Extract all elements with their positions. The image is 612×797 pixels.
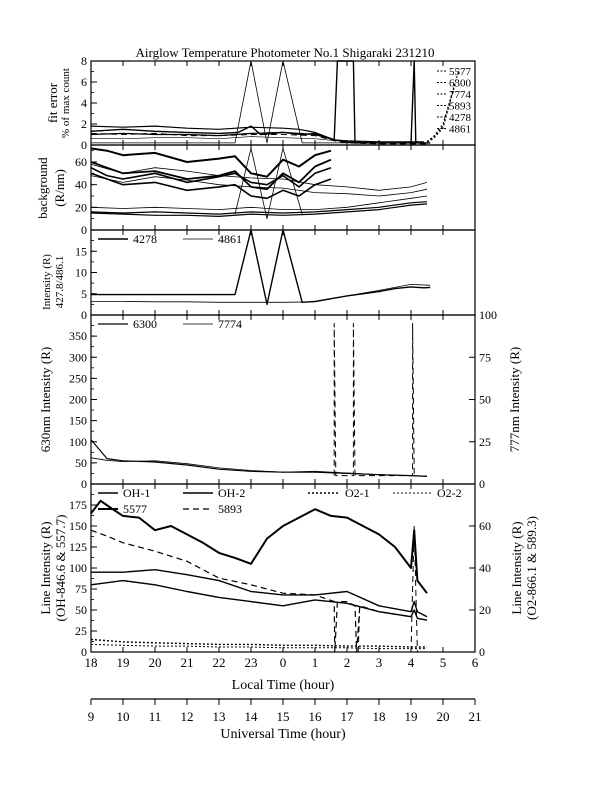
y-tick-label-fit-error: 4: [81, 96, 87, 110]
y-tick-label-blue-intensity: 15: [75, 244, 87, 259]
x-local-tick-label: 18: [84, 655, 98, 670]
x-local-tick-label: 4: [407, 655, 415, 670]
legend-label-fit-error: 7774: [449, 89, 471, 101]
y-axis-title-background: (R/nm): [52, 169, 67, 207]
y-axis-title-right-red-intensity: 777nm Intensity (R): [507, 346, 522, 453]
y-tick-label-red-intensity: 150: [69, 413, 87, 428]
y-right-tick-label-red-intensity: 50: [479, 392, 491, 407]
y-right-tick-label-red-intensity: 75: [479, 350, 491, 365]
legend-label-fit-error: 5577: [449, 66, 471, 78]
y-tick-label-background: 40: [75, 177, 87, 192]
y-axis-title-left-line-intensity: Line Intensity (R): [38, 521, 53, 615]
y-tick-label-line-intensity: 25: [75, 624, 87, 638]
x-local-tick-label: 2: [343, 655, 351, 670]
y-tick-label-red-intensity: 0: [81, 477, 87, 491]
y-tick-label-line-intensity: 150: [69, 519, 87, 533]
series-line-background-bg-9: [91, 204, 427, 217]
y-axis-title-left-line-intensity: (OH-846.6 & 557.7): [53, 514, 68, 622]
series-line-red-intensity-7774-spike: [334, 324, 414, 476]
x-ut-tick-label: 21: [468, 709, 482, 724]
y-tick-label-background: 60: [75, 155, 87, 169]
y-tick-label-line-intensity: 75: [75, 582, 87, 596]
series-line-blue-intensity-4861: [91, 284, 430, 302]
x-local-tick-label: 21: [180, 655, 194, 670]
x-ut-tick-label: 9: [87, 709, 95, 724]
legend-label-line-intensity: O2-2: [437, 486, 462, 500]
y-tick-label-line-intensity: 125: [69, 540, 87, 554]
y-tick-label-red-intensity: 50: [75, 455, 87, 470]
chart-title: Airglow Temperature Photometer No.1 Shigaraki 231210: [135, 45, 435, 60]
y-tick-label-line-intensity: 50: [75, 603, 87, 617]
y-tick-label-red-intensity: 250: [69, 371, 87, 386]
legend-label-line-intensity: O2-1: [345, 486, 370, 500]
panel-frame-background: [91, 145, 475, 230]
series-line-line-intensity-OH-2: [91, 581, 427, 621]
y-tick-label-blue-intensity: 0: [81, 308, 87, 322]
x-local-tick-label: 19: [116, 655, 130, 670]
y-tick-label-red-intensity: 100: [69, 434, 87, 449]
x-ut-tick-label: 19: [404, 709, 418, 724]
x-local-tick-label: 5: [439, 655, 447, 670]
y-tick-label-background: 0: [81, 223, 87, 237]
x-ut-tick-label: 13: [212, 709, 226, 724]
x-local-tick-label: 1: [311, 655, 319, 670]
y-axis-title-right-line-intensity: (O2-866.1 & 589.3): [524, 516, 539, 620]
x-ut-tick-label: 12: [180, 709, 194, 724]
y-tick-label-red-intensity: 300: [69, 350, 87, 365]
legend-label-fit-error: 4278: [449, 112, 471, 124]
legend-label-red-intensity: 6300: [133, 317, 157, 331]
series-line-line-intensity-O2-1: [91, 639, 427, 647]
x-ut-tick-label: 11: [148, 709, 162, 724]
y-tick-label-fit-error: 8: [81, 54, 87, 68]
x-ut-axis-title: Universal Time (hour): [220, 727, 346, 742]
x-ut-tick-label: 20: [436, 709, 450, 724]
legend-label-red-intensity: 7774: [218, 317, 242, 331]
series-line-background-bg-5: [91, 164, 427, 190]
x-ut-tick-label: 18: [372, 709, 386, 724]
y-tick-label-red-intensity: 200: [69, 392, 87, 407]
y-right-tick-label-red-intensity: 100: [479, 308, 497, 322]
series-line-fit-error-5577: [91, 61, 430, 143]
y-right-tick-label-red-intensity: 25: [479, 434, 491, 449]
legend-label-line-intensity: OH-2: [218, 486, 246, 500]
x-local-axis-title: Local Time (hour): [231, 678, 335, 693]
y-tick-label-line-intensity: 175: [69, 498, 87, 512]
x-ut-tick-label: 17: [340, 709, 354, 724]
series-line-background-bg-6: [91, 176, 427, 196]
y-tick-label-blue-intensity: 5: [81, 286, 87, 301]
x-local-tick-label: 6: [471, 655, 479, 670]
x-ut-tick-label: 14: [244, 709, 258, 724]
y-axis-title-blue-intensity: Intensity (R): [41, 254, 53, 310]
legend-label-blue-intensity: 4861: [218, 232, 242, 246]
legend-label-fit-error: 5893: [449, 100, 471, 113]
y-tick-label-blue-intensity: 10: [75, 265, 87, 280]
x-local-tick-label: 23: [244, 655, 258, 670]
y-axis-title-blue-intensity: 427.8/486.1: [54, 255, 66, 309]
y-axis-title-right-line-intensity: Line Intensity (R): [509, 521, 524, 615]
y-right-tick-label-line-intensity: 60: [479, 519, 491, 533]
y-right-tick-label-line-intensity: 0: [479, 645, 485, 659]
x-local-tick-label: 0: [279, 655, 287, 670]
series-line-red-intensity-7774: [91, 458, 427, 476]
y-axis-title-background: background: [35, 157, 50, 219]
y-tick-label-fit-error: 2: [81, 117, 87, 131]
legend-label-fit-error: 6300: [449, 77, 471, 90]
y-axis-title-fit-error: fit error: [45, 82, 60, 124]
y-axis-title-left-red-intensity: 630nm Intensity (R): [38, 346, 53, 453]
series-line-line-intensity-OH-1: [91, 570, 427, 617]
x-ut-tick-label: 16: [308, 709, 322, 724]
x-ut-tick-label: 10: [116, 709, 130, 724]
y-tick-label-line-intensity: 100: [69, 561, 87, 575]
x-ut-tick-label: 15: [276, 709, 290, 724]
legend-label-line-intensity: 5893: [218, 502, 242, 516]
y-tick-label-fit-error: 0: [81, 138, 87, 152]
y-tick-label-background: 20: [75, 200, 87, 215]
y-right-tick-label-line-intensity: 20: [479, 603, 491, 617]
y-right-tick-label-line-intensity: 40: [479, 561, 491, 575]
legend-label-blue-intensity: 4278: [133, 232, 157, 246]
x-local-tick-label: 3: [375, 655, 383, 670]
x-local-tick-label: 20: [148, 655, 162, 670]
panel-frame-red-intensity: [91, 315, 475, 484]
legend-label-line-intensity: OH-1: [123, 486, 151, 500]
legend-label-line-intensity: 5577: [123, 502, 147, 516]
legend-label-fit-error: 4861: [449, 123, 471, 136]
y-axis-title-fit-error: % of max count: [60, 68, 72, 138]
y-tick-label-fit-error: 6: [81, 75, 87, 89]
x-local-tick-label: 22: [212, 655, 226, 670]
y-tick-label-red-intensity: 350: [69, 329, 87, 344]
y-right-tick-label-red-intensity: 0: [479, 477, 485, 491]
y-tick-label-line-intensity: 0: [81, 645, 87, 659]
